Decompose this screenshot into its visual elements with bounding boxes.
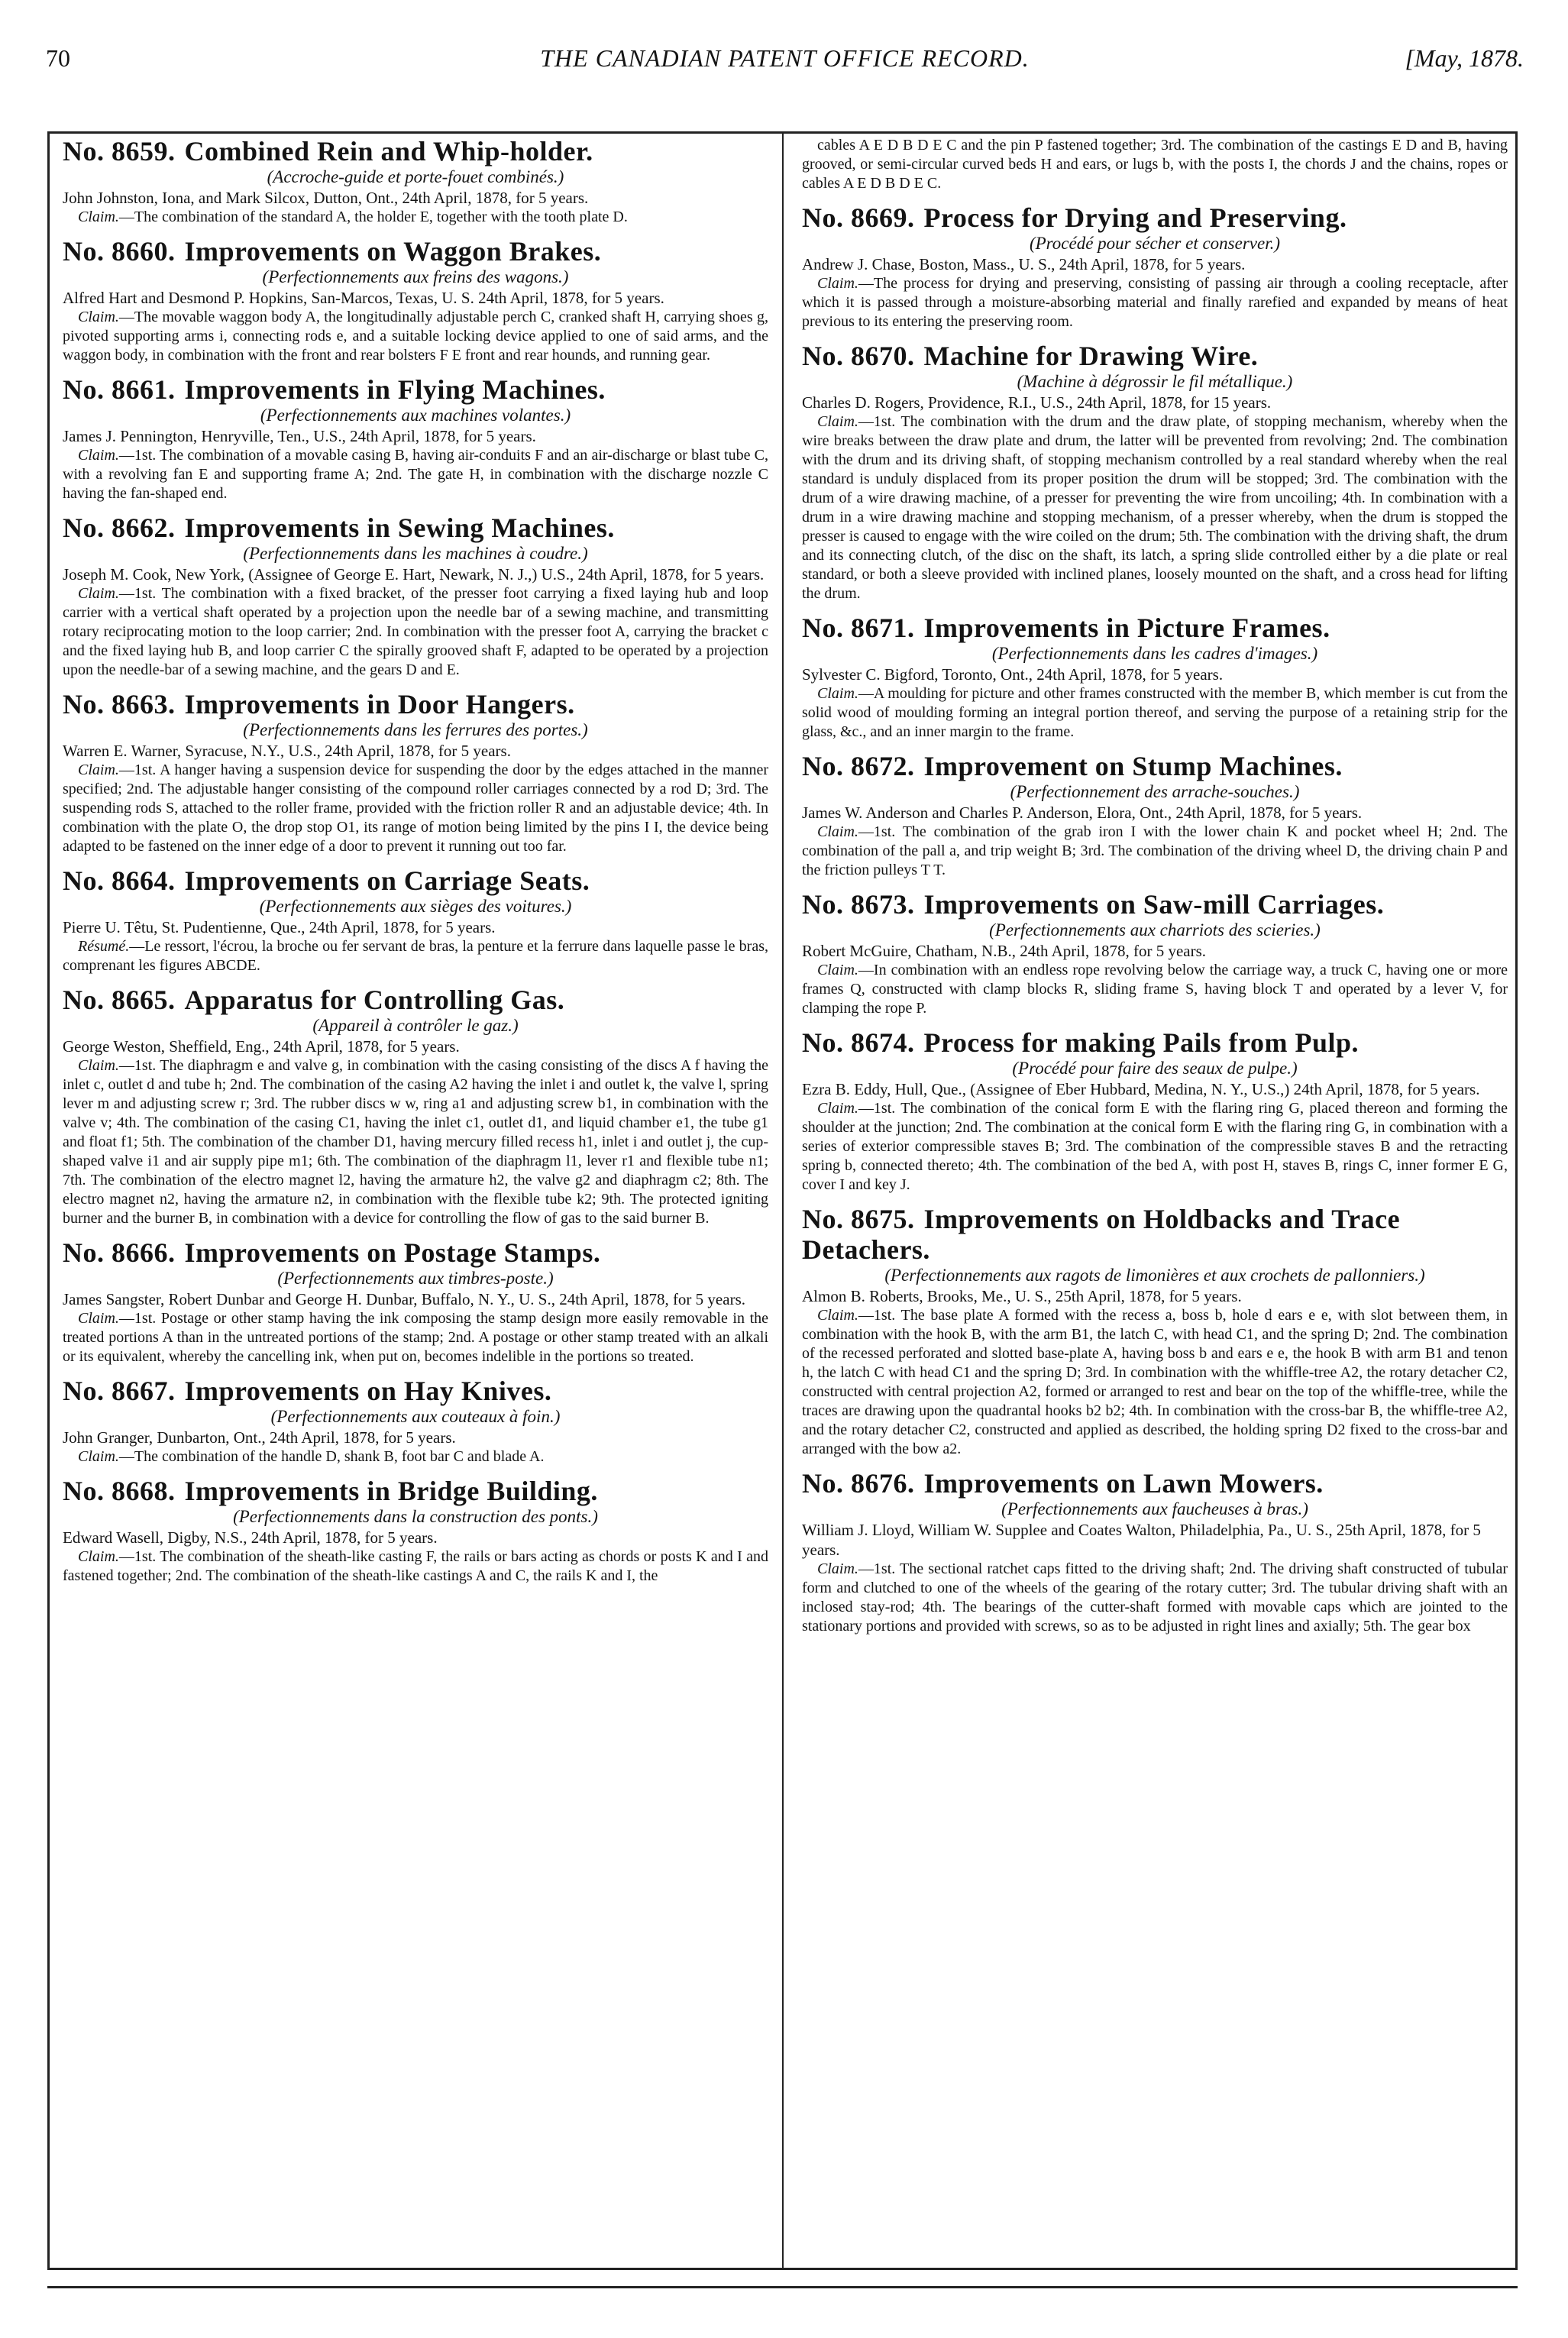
- patentee-info: Almon B. Roberts, Brooks, Me., U. S., 25th April, 1878, for 5 years.: [802, 1287, 1242, 1305]
- patent-title: [802, 889, 1508, 920]
- claim-body: —In combination with an endless rope revolving below the carriage way, a truck C, having one or more frames Q, constructed with clamp blocks R, sliding frame S, having block T and operated by a lever V, for clamping the rope P.: [802, 962, 1508, 1017]
- claim-label: Claim.: [817, 1307, 858, 1324]
- patent-title-text: Improvements on Hay Knives.: [184, 1376, 552, 1406]
- claim-text: [802, 412, 1508, 603]
- patent-number: No. 8673.: [802, 889, 915, 920]
- french-title: (Perfectionnement des arrache-souches.): [1010, 782, 1300, 801]
- french-title: (Perfectionnements aux couteaux à foin.): [270, 1407, 561, 1426]
- claim-text: [802, 823, 1508, 880]
- page-header: [46, 44, 1524, 82]
- patent-number: No. 8665.: [63, 985, 176, 1015]
- patent-entry: [802, 1204, 1508, 1459]
- patent-number: No. 8669.: [802, 202, 915, 233]
- patentee-info: Sylvester C. Bigford, Toronto, Ont., 24th April, 1878, for 5 years.: [802, 665, 1224, 684]
- patent-entry: [63, 136, 768, 227]
- patentee-info: Andrew J. Chase, Boston, Mass., U. S., 24th April, 1878, for 5 years.: [802, 255, 1246, 273]
- patent-title: [802, 751, 1508, 781]
- claim-label: Claim.: [817, 413, 858, 430]
- patent-title: [63, 689, 768, 720]
- claim-text: [63, 208, 768, 227]
- claim-body: —The process for drying and preserving, consisting of passing air through a cooling receptacle, after which it is passed through a moisture-absorbing material and finally rarefied and expanded by means of heat previous to its entering the preserving room.: [802, 275, 1508, 330]
- patent-number: No. 8676.: [802, 1468, 915, 1499]
- patent-title-text: Combined Rein and Whip-holder.: [184, 136, 593, 167]
- claim-body: —A moulding for picture and other frames constructed with the member B, which member is cut from the solid wood of moulding forming an integral portion thereof, and serving the purpose of a retaining strip for the glass, &c., and an inner margin to the frame.: [802, 685, 1508, 740]
- patent-title: [802, 1027, 1508, 1058]
- patent-title: [63, 236, 768, 267]
- claim-text: [63, 1056, 768, 1228]
- patent-entry: [802, 341, 1508, 603]
- left-column: [63, 136, 768, 2265]
- claim-label: Claim.: [78, 1057, 119, 1074]
- patent-title-text: Improvements on Postage Stamps.: [184, 1237, 601, 1268]
- patent-entry: [802, 1468, 1508, 1636]
- journal-title: THE CANADIAN PATENT OFFICE RECORD.: [540, 44, 1030, 72]
- patentee-info: Alfred Hart and Desmond P. Hopkins, San-Marcos, Texas, U. S. 24th April, 1878, for 5 years.: [63, 289, 664, 307]
- claim-text: [63, 937, 768, 975]
- patent-title: [802, 613, 1508, 643]
- patent-entry: [802, 889, 1508, 1018]
- patent-entry: [63, 374, 768, 503]
- claim-body: —Le ressort, l'écrou, la broche ou fer servant de bras, la penture et la ferrure dans laquelle passe le bras, comprenant les figures ABCDE.: [63, 938, 768, 974]
- patentee-info: Edward Wasell, Digby, N.S., 24th April, 1878, for 5 years.: [63, 1528, 438, 1547]
- patentee-info: James Sangster, Robert Dunbar and George H. Dunbar, Buffalo, N. Y., U. S., 24th April, 1878, for 5 years.: [63, 1290, 745, 1308]
- page-number: 70: [46, 44, 70, 72]
- patent-title-text: Machine for Drawing Wire.: [923, 341, 1259, 371]
- patentee-info: John Johnston, Iona, and Mark Silcox, Dutton, Ont., 24th April, 1878, for 5 years.: [63, 189, 589, 207]
- patentee-info: Ezra B. Eddy, Hull, Que., (Assignee of Eber Hubbard, Medina, N. Y., U.S.,) 24th April, 1878, for 5 years.: [802, 1080, 1480, 1098]
- french-title: (Machine à dégrossir le fil métallique.): [1017, 372, 1293, 391]
- claim-text: [63, 446, 768, 503]
- claim-label: Claim.: [817, 962, 858, 978]
- claim-body: —1st. The combination of a movable casing B, having air-conduits F and an air-discharge or blast tube C, with a revolving fan E and supporting frame A; 2nd. The gate H, in combination with the discharge nozzle C having the fan-shaped end.: [63, 447, 768, 502]
- patent-entry: [802, 751, 1508, 880]
- claim-label: Claim.: [78, 585, 119, 602]
- patent-title-text: Improvements on Saw-mill Carriages.: [923, 889, 1385, 920]
- patent-entry: [802, 1027, 1508, 1195]
- claim-body: —1st. The combination with a fixed bracket, of the presser foot carrying a fixed laying hub and loop carrier with a vertical shaft operated by a projection upon the needle bar of a sewing machine, and transmitting rotary reciprocating motion to the loop carrier; 2nd. In combination with the presser foot A, carrying the bracket c and the fixed laying hub B, and loop carrier C the spirally grooved shaft F, adapted to be operated by a projection upon the needle-bar of a sewing machine, and the gears D and E.: [63, 585, 768, 678]
- french-title: (Procédé pour faire des seaux de pulpe.): [1012, 1059, 1298, 1078]
- claim-body: —The combination of the standard A, the holder E, together with the tooth plate D.: [118, 209, 628, 225]
- patent-title: [802, 1204, 1508, 1265]
- patentee-info: William J. Lloyd, William W. Supplee and Coates Walton, Philadelphia, Pa., U. S., 25th April, 1878, for 5 years.: [802, 1521, 1481, 1559]
- french-title: (Perfectionnements aux ragots de limonières et aux crochets de pallonniers.): [884, 1266, 1425, 1285]
- patent-number: No. 8668.: [63, 1476, 176, 1506]
- patentee-info: James J. Pennington, Henryville, Ten., U.S., 24th April, 1878, for 5 years.: [63, 427, 536, 445]
- patent-entry: [63, 236, 768, 365]
- patent-title: [63, 1476, 768, 1506]
- patent-title: [63, 985, 768, 1015]
- claim-body: —1st. The combination with the drum and the draw plate, of stopping mechanism, whereby when the wire breaks between the draw plate and drum, the latter will be prevented from revolving; 2nd. The combination with the drum and its driving shaft, of stopping mechanism controlled by a real standard whereby when the real standard is unduly displaced from its proper position the drum will be stopped; 3rd. The combination with the drum of a wire drawing machine, of a presser for preventing the wire from uncoiling; 4th. In combination with a drum in a wire drawing machine and stopping mechanism, of a presser whereby, when the drum is stopped the presser is caused to engage with the wire coiled on the drum; 5th. The combination with the driving shaft, the drum and its connecting clutch, of the disc on the shaft, its latch, a spring slide controlled either by a die plate or real standard, or both a sleeve provided with inclined planes, loosely mounted on the shaft, and a cross head for lifting the drum.: [802, 413, 1508, 602]
- patent-title-text: Improvements on Lawn Mowers.: [923, 1468, 1324, 1499]
- claim-text: [802, 961, 1508, 1018]
- claim-body: —1st. The combination of the conical form E with the flaring ring G, placed thereon and forming the shoulder at the junction; 2nd. The combination at the conical form E with the flaring ring G, in combination with a series of exterior compressible staves B; 3rd. The combination of the compressible staves B and the retracting spring b, connected thereto; 4th. The combination of the bed A, with post H, staves B, rings C, inner former E G, cover I and key J.: [802, 1100, 1508, 1193]
- claim-text: [802, 1306, 1508, 1459]
- patent-title-text: Improvements in Door Hangers.: [184, 689, 575, 720]
- patent-title-text: Improvements on Waggon Brakes.: [184, 236, 602, 267]
- claim-text: [802, 684, 1508, 742]
- patent-title-text: Improvements on Holdbacks and Trace Detachers.: [802, 1204, 1401, 1265]
- claim-text: [63, 1547, 768, 1586]
- claim-body: —1st. The sectional ratchet caps fitted to the driving shaft; 2nd. The driving shaft constructed of tubular form and clutched to one of the wheels of the gearing of the rotary cutter; 3rd. The tubular driving shaft with an inclosed stay-rod; 4th. The bearings of the cutter-shaft formed with movable caps which are jointed to the stationary portions and provided with screws, so as to be adjusted in right lines and axially; 5th. The gear box: [802, 1560, 1508, 1635]
- patent-entry: [63, 1376, 768, 1467]
- french-title: (Perfectionnements aux faucheuses à bras.): [1001, 1499, 1308, 1518]
- patentee-info: James W. Anderson and Charles P. Anderson, Elora, Ont., 24th April, 1878, for 5 years.: [802, 804, 1363, 822]
- patent-title-text: Improvement on Stump Machines.: [923, 751, 1343, 781]
- claim-label: Claim.: [78, 309, 119, 325]
- patentee-info: George Weston, Sheffield, Eng., 24th April, 1878, for 5 years.: [63, 1037, 460, 1056]
- patent-number: No. 8671.: [802, 613, 915, 643]
- patent-number: No. 8672.: [802, 751, 915, 781]
- claim-label: Claim.: [78, 1448, 119, 1465]
- patent-title-text: Improvements in Bridge Building.: [184, 1476, 598, 1506]
- french-title: (Procédé pour sécher et conserver.): [1029, 234, 1281, 253]
- claim-body: —1st. Postage or other stamp having the ink composing the stamp design more easily removable in the treated portions A than in the untreated portions of the stamp; 2nd. A postage or other stamp treated with an alkali or its equivalent, whereby the cancelling ink, when put on, becomes indelible in the portions so treated.: [63, 1310, 768, 1365]
- claim-label: Résumé.: [78, 938, 130, 955]
- patent-title: [802, 1468, 1508, 1499]
- claim-body: —The movable waggon body A, the longitudinally adjustable perch C, cranked shaft H, carrying shoes g, pivoted supporting arms i, connecting rods e, and a suitable locking device applied to one of said arms, and the waggon body, in combination with the front and rear bolsters F E front and rear hounds, and running gear.: [63, 309, 768, 364]
- patent-title: [63, 374, 768, 405]
- french-title: (Perfectionnements dans la construction des ponts.): [233, 1507, 598, 1526]
- patentee-info: Warren E. Warner, Syracuse, N.Y., U.S., 24th April, 1878, for 5 years.: [63, 742, 511, 760]
- patentee-info: John Granger, Dunbarton, Ont., 24th April, 1878, for 5 years.: [63, 1428, 456, 1447]
- patent-number: No. 8667.: [63, 1376, 176, 1406]
- patent-number: No. 8661.: [63, 374, 176, 405]
- patentee-info: Pierre U. Têtu, St. Pudentienne, Que., 24th April, 1878, for 5 years.: [63, 918, 496, 936]
- patent-entry: [63, 985, 768, 1228]
- french-title: (Perfectionnements aux sièges des voitures.): [259, 897, 572, 916]
- patent-number: No. 8664.: [63, 865, 176, 896]
- patent-number: No. 8675.: [802, 1204, 915, 1234]
- claim-body: —1st. The combination of the grab iron I with the lower chain K and pocket wheel H; 2nd. The combination of the pall a, and trip weight B; 3rd. The combination of the driving wheel D, the driving chain P and the friction pulleys T T.: [802, 823, 1508, 878]
- patent-number: No. 8666.: [63, 1237, 176, 1268]
- patentee-info: Joseph M. Cook, New York, (Assignee of George E. Hart, Newark, N. J.,) U.S., 24th April, 1878, for 5 years.: [63, 565, 765, 584]
- patent-number: No. 8663.: [63, 689, 176, 720]
- patent-title: [63, 136, 768, 167]
- patent-title: [63, 1376, 768, 1406]
- claim-body: —The combination of the handle D, shank B, foot bar C and blade A.: [118, 1448, 545, 1465]
- patent-title-text: Improvements on Carriage Seats.: [184, 865, 590, 896]
- patent-title: [63, 865, 768, 896]
- claim-text: [63, 1447, 768, 1467]
- patent-entry: [63, 689, 768, 856]
- claim-label: Claim.: [78, 1310, 119, 1327]
- patent-title: [802, 202, 1508, 233]
- claim-label: Claim.: [817, 823, 858, 840]
- bottom-rule: [47, 2286, 1518, 2288]
- patent-entry: [63, 865, 768, 975]
- claim-label: Claim.: [78, 209, 119, 225]
- patent-title-text: Improvements in Sewing Machines.: [184, 513, 615, 543]
- french-title: (Accroche-guide et porte-fouet combinés.): [267, 167, 564, 186]
- patent-entry: [802, 202, 1508, 331]
- claim-body: —1st. The diaphragm e and valve g, in combination with the casing consisting of the discs A f having the inlet c, outlet d and tube h; 2nd. The combination of the casing A2 having the inlet i and outlet k, the valve l, spring lever m and adjusting screw r; 3rd. The rubber discs w w, ring a1 and adjusting screw b1, in combination with the valve v; 4th. The combination of the casing C1, having the inlet c1, outlet d1, and liquid chamber e1, the tube g1 and float f1; 5th. The combination of the chamber D1, having mercury filled recess h1, inlet i and outlet j, the cup-shaped valve i1 and air supply pipe m1; 6th. The combination of the diaphragm l1, lever r1 and flexible tube n1; 7th. The combination of the electro magnet l2, having the armature h2, the valve g2 and diaphragm c2; 8th. The electro magnet n2, having the armature n2, in combination with the flexible tube k2; 9th. The protected igniting burner and the burner B, in combination with a device for controlling the flow of gas to the said burner B.: [63, 1057, 768, 1227]
- claim-text: [802, 1099, 1508, 1195]
- claim-label: Claim.: [817, 275, 858, 292]
- claim-label: Claim.: [817, 685, 858, 702]
- claim-label: Claim.: [817, 1560, 858, 1577]
- french-title: (Perfectionnements aux machines volantes.): [260, 406, 571, 425]
- french-title: (Perfectionnements dans les ferrures des portes.): [243, 720, 588, 739]
- french-title: (Appareil à contrôler le gaz.): [312, 1016, 519, 1035]
- patent-number: No. 8662.: [63, 513, 176, 543]
- claim-body: cables A E D B D E C and the pin P fastened together; 3rd. The combination of the castings E D and B, having grooved, or semi-circular curved beds H and ears, or lugs b, with the posts I, the chords J and the chains, ropes or cables A E D B D E C.: [802, 137, 1508, 192]
- patent-entry: [802, 136, 1508, 193]
- claim-label: Claim.: [78, 762, 119, 778]
- patent-title: [63, 1237, 768, 1268]
- claim-body: —1st. The base plate A formed with the recess a, boss b, hole d ears e e, with slot between them, in combination with the hook B, with the arm B1, the latch C, with head C1, and the spring D; 2nd. The combination of the recessed perforated and slotted base-plate A, having boss b and ears e e, the hook B with arm B1 and tenon h, the latch C with head C1 and the spring D; 3rd. In combination with the whiffle-tree A2, the rotary detacher C2, constructed with central projection A2, formed or arranged to rest and bear on the top of the whiffle-tree, while the traces are drawing upon the quadrantal hooks b2 b2; 4th. In combination with the cross-bar B, the whiffle-tree A2, and the rotary detacher C2, constructed and applied as described, the holding spring D2 fixed to the cross-bar and arranged with the bow a2.: [802, 1307, 1508, 1457]
- claim-text: [63, 308, 768, 365]
- patent-entry: [63, 1237, 768, 1366]
- issue-date: [May, 1878.: [1405, 44, 1524, 72]
- claim-label: Claim.: [817, 1100, 858, 1117]
- claim-text: [63, 584, 768, 680]
- french-title: (Perfectionnements aux charriots des scieries.): [989, 920, 1321, 939]
- claim-text: [63, 761, 768, 856]
- claim-text: [802, 136, 1508, 193]
- patent-entry: [63, 513, 768, 680]
- patent-title: [63, 513, 768, 543]
- patent-number: No. 8674.: [802, 1027, 915, 1058]
- patent-number: No. 8660.: [63, 236, 176, 267]
- french-title: (Perfectionnements dans les cadres d'images.): [991, 644, 1318, 663]
- patent-title-text: Process for Drying and Preserving.: [923, 202, 1347, 233]
- patent-entry: [63, 1476, 768, 1586]
- claim-text: [63, 1309, 768, 1366]
- patent-title: [802, 341, 1508, 371]
- patent-title-text: Apparatus for Controlling Gas.: [184, 985, 565, 1015]
- claim-text: [802, 1560, 1508, 1636]
- patent-title-text: Improvements in Flying Machines.: [184, 374, 606, 405]
- french-title: (Perfectionnements aux timbres-poste.): [277, 1269, 554, 1288]
- patent-number: No. 8670.: [802, 341, 915, 371]
- patent-title-text: Improvements in Picture Frames.: [923, 613, 1330, 643]
- claim-body: —1st. A hanger having a suspension device for suspending the door by the edges attached in the manner specified; 2nd. The adjustable hanger consisting of the compound roller carriages connected by a rod D; 3rd. The suspending rods S, attached to the roller frame, provided with the friction roller R and an adjustable device; 4th. In combination with the plate O, the drop stop O1, its range of motion being limited by the pins I I, the device being adapted to be fastened on the inner edge of a door to prevent it running out too far.: [63, 762, 768, 855]
- french-title: (Perfectionnements dans les machines à coudre.): [243, 544, 588, 563]
- patent-entry: [802, 613, 1508, 742]
- right-column: [802, 136, 1508, 2265]
- patentee-info: Robert McGuire, Chatham, N.B., 24th April, 1878, for 5 years.: [802, 942, 1206, 960]
- claim-text: [802, 274, 1508, 331]
- patent-number: No. 8659.: [63, 136, 176, 167]
- patent-title-text: Process for making Pails from Pulp.: [923, 1027, 1359, 1058]
- patentee-info: Charles D. Rogers, Providence, R.I., U.S., 24th April, 1878, for 15 years.: [802, 393, 1272, 412]
- claim-body: —1st. The combination of the sheath-like casting F, the rails or bars acting as chords or posts K and I and fastened together; 2nd. The combination of the sheath-like castings A and C, the rails K and I, the: [63, 1548, 768, 1584]
- french-title: (Perfectionnements aux freins des wagons.): [262, 267, 569, 286]
- claim-label: Claim.: [78, 1548, 119, 1565]
- column-divider: [782, 131, 784, 2270]
- claim-label: Claim.: [78, 447, 119, 464]
